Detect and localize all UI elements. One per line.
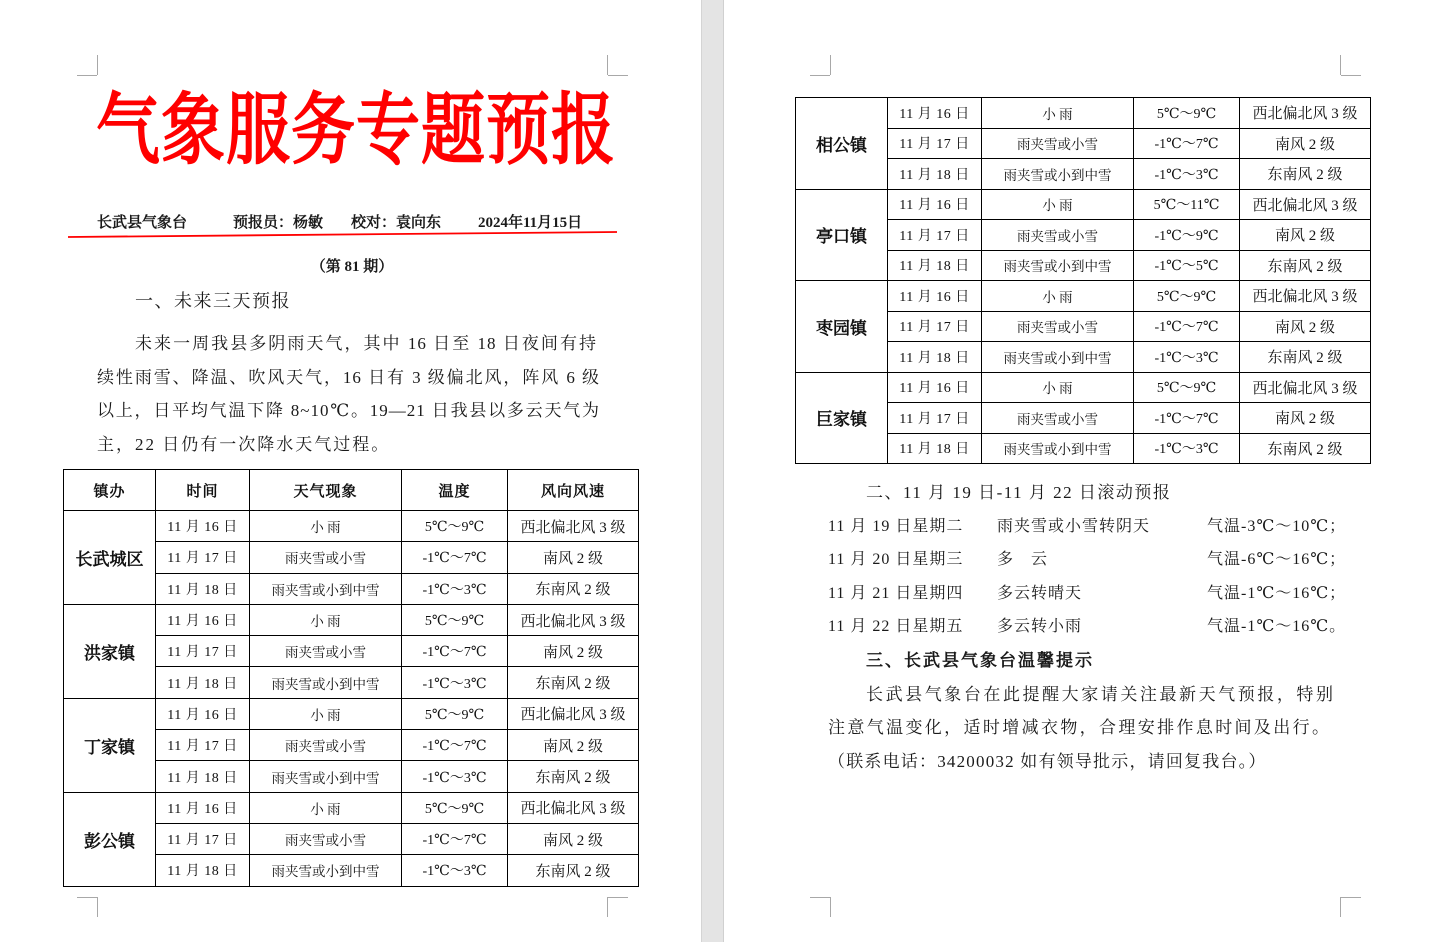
document-page-1[interactable] bbox=[0, 0, 701, 942]
wind-cell: 南风 2 级 bbox=[1240, 220, 1371, 251]
section3-paragraph-line: 注意气温变化，适时增减衣物，合理安排作息时间及出行。 bbox=[828, 718, 1330, 737]
date-cell: 11 月 16 日 bbox=[156, 792, 250, 823]
weather-cell: 小 雨 bbox=[250, 604, 402, 635]
rolling-forecast-temperature: 气温-1℃～16℃； bbox=[1207, 585, 1347, 602]
temperature-cell: 5℃～9℃ bbox=[1134, 372, 1240, 403]
date-cell: 11 月 18 日 bbox=[156, 855, 250, 886]
contact-line: （联系电话：34200032 如有领导批示，请回复我台。） bbox=[828, 752, 1267, 771]
forecast-table-left bbox=[63, 469, 639, 887]
weather-cell: 小 雨 bbox=[250, 511, 402, 542]
temperature-cell: -1℃～3℃ bbox=[1134, 159, 1240, 190]
date-cell: 11 月 18 日 bbox=[888, 433, 982, 464]
wind-cell: 西北偏北风 3 级 bbox=[1240, 189, 1371, 220]
forecaster: 预报员：杨敏 bbox=[233, 215, 324, 231]
rolling-forecast-weather: 多 云 bbox=[997, 551, 1049, 568]
crop-mark-bottom-right bbox=[1340, 897, 1341, 917]
town-name: 巨家镇 bbox=[796, 372, 888, 464]
date-cell: 11 月 17 日 bbox=[156, 730, 250, 761]
wind-cell: 西北偏北风 3 级 bbox=[508, 792, 639, 823]
wind-cell: 东南风 2 级 bbox=[508, 573, 639, 604]
date-cell: 11 月 17 日 bbox=[888, 403, 982, 434]
wind-cell: 南风 2 级 bbox=[1240, 403, 1371, 434]
section3-paragraph-line: 长武县气象台在此提醒大家请关注最新天气预报，特别 bbox=[866, 685, 1334, 704]
temperature-cell: -1℃～7℃ bbox=[1134, 128, 1240, 159]
town-name: 长武城区 bbox=[64, 511, 156, 605]
section1-paragraph-line: 续性雨雪、降温、吹风天气，16 日有 3 级偏北风，阵风 6 级 bbox=[97, 368, 600, 387]
weather-cell: 雨夹雪或小到中雪 bbox=[250, 855, 402, 886]
header-temperature: 温度 bbox=[402, 470, 508, 511]
weather-cell: 雨夹雪或小到中雪 bbox=[982, 433, 1134, 464]
date-cell: 11 月 16 日 bbox=[888, 372, 982, 403]
weather-cell: 小 雨 bbox=[250, 698, 402, 729]
temperature-cell: -1℃～7℃ bbox=[402, 636, 508, 667]
weather-cell: 雨夹雪或小雪 bbox=[982, 403, 1134, 434]
town-name: 彭公镇 bbox=[64, 792, 156, 886]
table-row bbox=[64, 792, 639, 823]
weather-cell: 雨夹雪或小雪 bbox=[250, 730, 402, 761]
weather-cell: 小 雨 bbox=[250, 792, 402, 823]
wind-cell: 东南风 2 级 bbox=[1240, 342, 1371, 373]
date-cell: 11 月 17 日 bbox=[888, 128, 982, 159]
proofreader: 校对：袁向东 bbox=[351, 215, 442, 231]
weather-cell: 小 雨 bbox=[982, 98, 1134, 129]
wind-cell: 东南风 2 级 bbox=[1240, 159, 1371, 190]
crop-mark-bottom-right bbox=[607, 897, 608, 917]
document-page-2[interactable] bbox=[724, 0, 1436, 942]
date-cell: 11 月 18 日 bbox=[156, 761, 250, 792]
table-row bbox=[796, 189, 1371, 220]
weather-cell: 雨夹雪或小雪 bbox=[250, 636, 402, 667]
temperature-cell: -1℃～7℃ bbox=[402, 730, 508, 761]
rolling-forecast-date: 11 月 20 日星期三 bbox=[828, 551, 964, 568]
temperature-cell: -1℃～3℃ bbox=[1134, 342, 1240, 373]
wind-cell: 东南风 2 级 bbox=[1240, 250, 1371, 281]
town-name: 枣园镇 bbox=[796, 281, 888, 373]
date-cell: 11 月 16 日 bbox=[156, 511, 250, 542]
wind-cell: 南风 2 级 bbox=[508, 636, 639, 667]
date-cell: 11 月 17 日 bbox=[156, 823, 250, 854]
section1-paragraph-line: 未来一周我县多阴雨天气，其中 16 日至 18 日夜间有持 bbox=[135, 334, 597, 353]
table-row bbox=[64, 698, 639, 729]
wind-cell: 南风 2 级 bbox=[1240, 128, 1371, 159]
weather-cell: 雨夹雪或小到中雪 bbox=[982, 342, 1134, 373]
wind-cell: 西北偏北风 3 级 bbox=[508, 511, 639, 542]
crop-mark-bottom-right bbox=[1341, 897, 1361, 898]
table-row bbox=[796, 281, 1371, 312]
temperature-cell: -1℃～7℃ bbox=[402, 823, 508, 854]
header-weather: 天气现象 bbox=[250, 470, 402, 511]
wind-cell: 南风 2 级 bbox=[508, 730, 639, 761]
header-wind: 风向风速 bbox=[508, 470, 639, 511]
temperature-cell: 5℃～9℃ bbox=[402, 604, 508, 635]
wind-cell: 南风 2 级 bbox=[508, 542, 639, 573]
section3-heading: 三、长武县气象台温馨提示 bbox=[866, 651, 1094, 670]
temperature-cell: 5℃～9℃ bbox=[402, 511, 508, 542]
rolling-forecast-temperature: 气温-1℃～16℃。 bbox=[1207, 618, 1347, 635]
date-cell: 11 月 18 日 bbox=[156, 573, 250, 604]
section1-paragraph-line: 主，22 日仍有一次降水天气过程。 bbox=[97, 435, 391, 454]
header-town: 镇办 bbox=[64, 470, 156, 511]
rolling-forecast-date: 11 月 19 日星期二 bbox=[828, 518, 964, 535]
temperature-cell: -1℃～9℃ bbox=[1134, 220, 1240, 251]
temperature-cell: -1℃～7℃ bbox=[1134, 311, 1240, 342]
weather-cell: 雨夹雪或小雪 bbox=[982, 311, 1134, 342]
report-title: 气象服务专题预报 bbox=[96, 84, 616, 177]
page-gutter bbox=[701, 0, 724, 942]
crop-mark-bottom-left bbox=[97, 897, 98, 917]
weather-cell: 雨夹雪或小雪 bbox=[982, 128, 1134, 159]
temperature-cell: 5℃～9℃ bbox=[402, 792, 508, 823]
wind-cell: 南风 2 级 bbox=[508, 823, 639, 854]
date-cell: 11 月 16 日 bbox=[888, 281, 982, 312]
header-red-rule bbox=[0, 0, 701, 260]
date-cell: 11 月 16 日 bbox=[156, 698, 250, 729]
crop-mark-bottom-left bbox=[77, 897, 97, 898]
crop-mark-top-left bbox=[830, 55, 831, 75]
header-date: 时间 bbox=[156, 470, 250, 511]
table-row bbox=[64, 604, 639, 635]
table-row bbox=[796, 372, 1371, 403]
temperature-cell: 5℃～9℃ bbox=[402, 698, 508, 729]
table-header-row bbox=[64, 470, 639, 511]
town-name: 洪家镇 bbox=[64, 604, 156, 698]
town-name: 亭口镇 bbox=[796, 189, 888, 281]
crop-mark-bottom-right bbox=[608, 897, 628, 898]
weather-cell: 小 雨 bbox=[982, 281, 1134, 312]
temperature-cell: -1℃～5℃ bbox=[1134, 250, 1240, 281]
date-cell: 11 月 18 日 bbox=[888, 342, 982, 373]
date-cell: 11 月 17 日 bbox=[156, 636, 250, 667]
weather-cell: 雨夹雪或小雪 bbox=[250, 542, 402, 573]
date-cell: 11 月 18 日 bbox=[888, 159, 982, 190]
crop-mark-top-left bbox=[810, 75, 830, 76]
temperature-cell: -1℃～3℃ bbox=[1134, 433, 1240, 464]
wind-cell: 南风 2 级 bbox=[1240, 311, 1371, 342]
date-cell: 11 月 18 日 bbox=[888, 250, 982, 281]
issue-number: （第 81 期） bbox=[310, 259, 394, 275]
date-cell: 11 月 18 日 bbox=[156, 667, 250, 698]
temperature-cell: -1℃～3℃ bbox=[402, 855, 508, 886]
rolling-forecast-weather: 多云转小雨 bbox=[997, 618, 1083, 635]
rolling-forecast-temperature: 气温-6℃～16℃； bbox=[1207, 551, 1347, 568]
date-cell: 11 月 17 日 bbox=[888, 220, 982, 251]
weather-cell: 雨夹雪或小到中雪 bbox=[250, 573, 402, 604]
crop-mark-bottom-left bbox=[830, 897, 831, 917]
rolling-forecast-date: 11 月 21 日星期四 bbox=[828, 585, 964, 602]
section1-heading: 一、未来三天预报 bbox=[135, 291, 291, 311]
date-cell: 11 月 16 日 bbox=[888, 189, 982, 220]
crop-mark-top-right bbox=[1341, 75, 1361, 76]
wind-cell: 西北偏北风 3 级 bbox=[508, 604, 639, 635]
temperature-cell: 5℃～9℃ bbox=[1134, 98, 1240, 129]
crop-mark-top-right bbox=[1340, 55, 1341, 75]
crop-mark-bottom-left bbox=[810, 897, 830, 898]
temperature-cell: -1℃～3℃ bbox=[402, 573, 508, 604]
weather-cell: 雨夹雪或小雪 bbox=[250, 823, 402, 854]
wind-cell: 东南风 2 级 bbox=[1240, 433, 1371, 464]
weather-cell: 雨夹雪或小到中雪 bbox=[250, 761, 402, 792]
rolling-forecast-date: 11 月 22 日星期五 bbox=[828, 618, 964, 635]
weather-cell: 小 雨 bbox=[982, 189, 1134, 220]
rolling-forecast-weather: 多云转晴天 bbox=[997, 585, 1083, 602]
town-name: 相公镇 bbox=[796, 98, 888, 190]
table-row bbox=[64, 511, 639, 542]
issuing-org: 长武县气象台 bbox=[97, 215, 188, 231]
issue-date: 2024年11月15日 bbox=[478, 215, 583, 231]
weather-cell: 小 雨 bbox=[982, 372, 1134, 403]
temperature-cell: -1℃～3℃ bbox=[402, 667, 508, 698]
rolling-forecast-weather: 雨夹雪或小雪转阴天 bbox=[997, 518, 1151, 535]
weather-cell: 雨夹雪或小到中雪 bbox=[982, 250, 1134, 281]
wind-cell: 西北偏北风 3 级 bbox=[1240, 372, 1371, 403]
weather-cell: 雨夹雪或小到中雪 bbox=[250, 667, 402, 698]
date-cell: 11 月 16 日 bbox=[888, 98, 982, 129]
wind-cell: 东南风 2 级 bbox=[508, 761, 639, 792]
date-cell: 11 月 17 日 bbox=[888, 311, 982, 342]
wind-cell: 东南风 2 级 bbox=[508, 667, 639, 698]
date-cell: 11 月 17 日 bbox=[156, 542, 250, 573]
wind-cell: 西北偏北风 3 级 bbox=[1240, 281, 1371, 312]
wind-cell: 西北偏北风 3 级 bbox=[1240, 98, 1371, 129]
section1-paragraph-line: 以上，日平均气温下降 8~10℃。19—21 日我县以多云天气为 bbox=[97, 401, 600, 420]
wind-cell: 西北偏北风 3 级 bbox=[508, 698, 639, 729]
wind-cell: 东南风 2 级 bbox=[508, 855, 639, 886]
date-cell: 11 月 16 日 bbox=[156, 604, 250, 635]
temperature-cell: 5℃～9℃ bbox=[1134, 281, 1240, 312]
rolling-forecast-temperature: 气温-3℃～10℃； bbox=[1207, 518, 1347, 535]
forecast-table-right bbox=[795, 97, 1371, 464]
temperature-cell: 5℃～11℃ bbox=[1134, 189, 1240, 220]
table-row bbox=[796, 98, 1371, 129]
temperature-cell: -1℃～3℃ bbox=[402, 761, 508, 792]
temperature-cell: -1℃～7℃ bbox=[1134, 403, 1240, 434]
weather-cell: 雨夹雪或小到中雪 bbox=[982, 159, 1134, 190]
weather-cell: 雨夹雪或小雪 bbox=[982, 220, 1134, 251]
section2-heading: 二、11 月 19 日-11 月 22 日滚动预报 bbox=[866, 483, 1172, 502]
temperature-cell: -1℃～7℃ bbox=[402, 542, 508, 573]
town-name: 丁家镇 bbox=[64, 698, 156, 792]
